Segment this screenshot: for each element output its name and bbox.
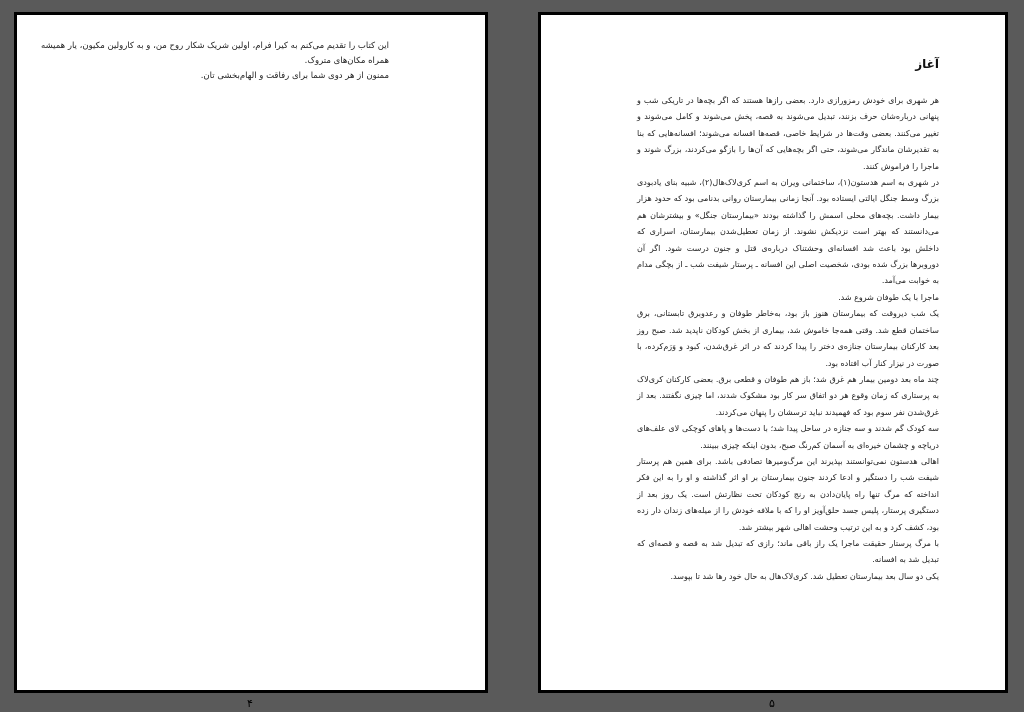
paragraph: یکی دو سال بعد بیمارستان تعطیل شد. کری‌لاک‌هال به حال خود رها شد تا بپوسد. — [670, 571, 939, 581]
paragraph: یک شب دیروقت که بیمارستان هنوز باز بود، به‌خاطر طوفان و رعدوبرق تابستانی، برق ساختمان قطع شد. وقتی همه‌جا خاموش شد، بیماری از بخش کودکان ناپدید شد. صبح روز بعد کارکنان بیمارستان جنازه‌ی دختر را پیدا کردند که در اثر غرق‌شدن، کبود و وَرَم‌کرده، با صورت در نیزار کنار آب افتاده بود. — [637, 309, 939, 368]
right-page — [538, 12, 1008, 693]
left-page-number: ۴ — [247, 697, 253, 710]
paragraph: در شهری به اسم هدستون(۱)، ساختمانی ویران به اسم کری‌لاک‌هال(۲)، شبیه بنای یادبودی بزرگ وسط جنگل ایالتی ایستاده بود. آنجا زمانی بیمارستان روانی بدنامی بود که حدود هزار بیمار داشت. بچه‌های محلی اسمش را گذاشته بودند «بیمارستان جنگل» و بیشترشان هم می‌دانستند که بهتر است نزدیکش نشوند. از زمان تعطیل‌شدن بیمارستان، اسراری که داخلش بود باعث شد افسانه‌ای وحشتناک درباره‌ی قتل و جنون درست شود. اگر آن دوروبرها بزرگ شده بودی، شخصیت اصلی این افسانه ـ پرستار شیفت شب ـ از بچگی مدام به خوابت می‌آمد. — [637, 178, 939, 286]
chapter-body — [637, 93, 939, 585]
paragraph: ماجرا با یک طوفان شروع شد. — [838, 292, 939, 302]
paragraph: سه کودک گم شدند و سه جنازه در ساحل پیدا شد؛ با دست‌ها و پاهای کوچکی لای علف‌های دریاچه و چشمان خیره‌ای به آسمان کم‌رنگ صبح، بدون اینکه چیزی ببینند. — [637, 424, 939, 450]
dedication-text — [29, 39, 389, 84]
chapter-title: آغاز — [915, 57, 939, 71]
dedication-line-2: ممنون از هر دوی شما برای رفاقت و الهام‌بخشی تان. — [200, 71, 389, 81]
paragraph: چند ماه بعد دومین بیمار هم غرق شد؛ باز هم طوفان و قطعی برق. بعضی کارکنان کری‌لاک به پرستاری که زمان وقوع هر دو اتفاق سر کار بود مشکوک شدند، اما چیزی نگفتند. بعد از غرق‌شدن نفر سوم بود که فهمیدند نباید ترسشان را پنهان می‌کردند. — [637, 374, 939, 417]
left-page — [14, 12, 488, 693]
paragraph: با مرگ پرستار حقیقت ماجرا یک راز باقی ماند؛ رازی که تبدیل شد به قصه و قصه‌ای که تبدیل شد به افسانه. — [637, 538, 939, 565]
right-page-number: ۵ — [769, 697, 775, 710]
paragraph: هر شهری برای خودش رمزورازی دارد. بعضی رازها هستند که اگر بچه‌ها در تاریکی شب و پنهانی درباره‌شان حرف بزنند، تبدیل می‌شوند به قصه، پخش می‌شوند و کامل می‌شوند و تغییر می‌کنند. بعضی وقت‌ها در شرایط خاصی، قصه‌ها افسانه می‌شوند؛ افسانه‌هایی که بنا به تقدیرشان ماندگار می‌شوند، حتی اگر بچه‌هایی که آن‌ها را بازگو می‌کردند، بزرگ شوند و ماجرا را فراموش کنند. — [637, 96, 939, 171]
paragraph: اهالی هدستون نمی‌توانستند بپذیرند این مرگ‌ومیرها تصادفی باشد. برای همین هم پرستار شیفت شب را دستگیر و ادعا کردند جنون بیمارستان بر او اثر گذاشته و او را به این فکر انداخته که مرگ تنها راه پایان‌دادن به رنج کودکان تحت نظارتش است. یک روز بعد از دستگیری پرستار، پلیس جسد حلق‌آویز او را که با ملافه خودش را از میله‌های زندان دار زده بود، کشف کرد و به این ترتیب وحشت اهالی شهر بیشتر شد. — [637, 456, 939, 532]
dedication-line-1: این کتاب را تقدیم می‌کنم به کیرا فرام، اولین شریک شکار روح من، و به کارولین مکیون، یار همیشه همراه مکان‌های متروک. — [41, 41, 389, 66]
